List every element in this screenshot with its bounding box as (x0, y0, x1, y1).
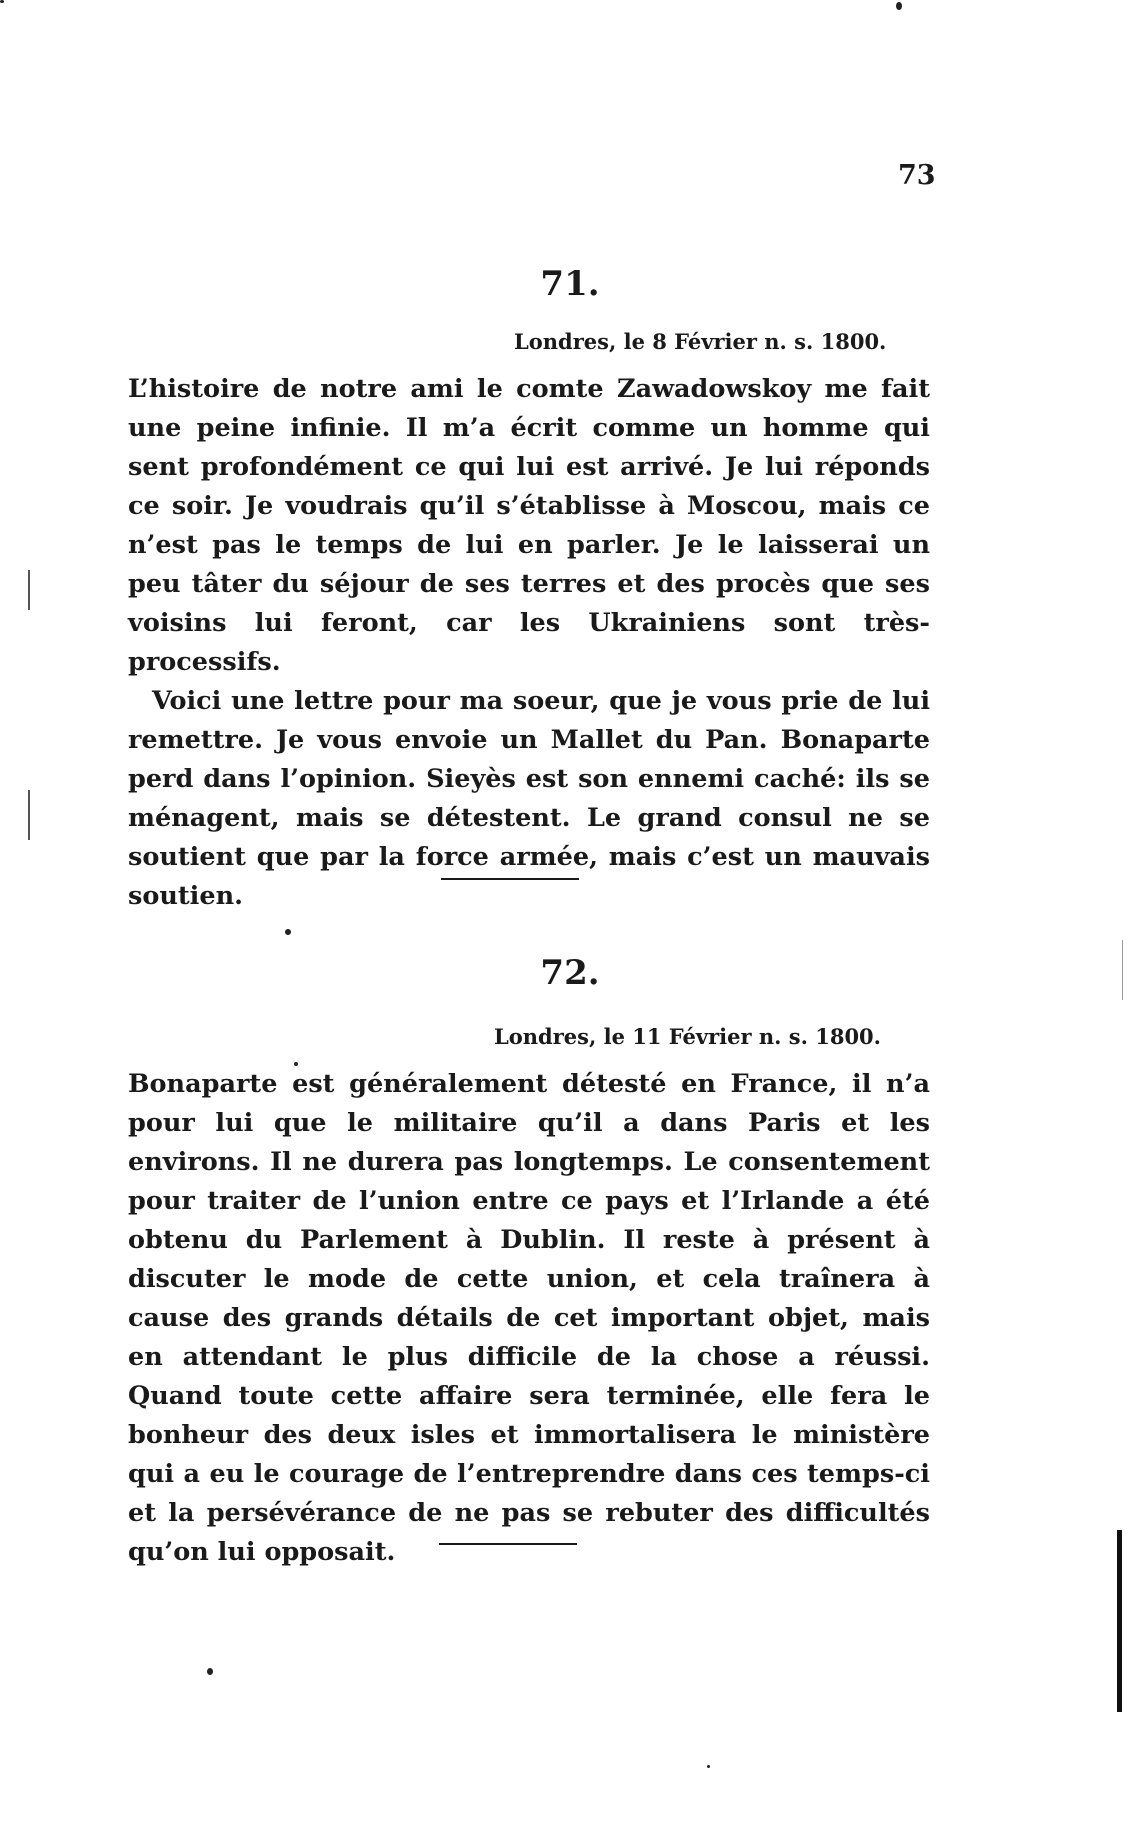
scan-speck (896, 2, 902, 10)
scan-speck (285, 929, 291, 935)
section-divider (439, 1543, 577, 1545)
scan-margin-line (28, 570, 30, 610)
letter-dateline: Londres, le 11 Février n. s. 1800. (494, 1024, 881, 1049)
scan-margin-line (28, 790, 30, 840)
letter-dateline: Londres, le 8 Février n. s. 1800. (514, 329, 887, 354)
letter-number: 72. (540, 953, 600, 993)
paragraph: Bonaparte est généralement détesté en France, il n’a pour lui que le militaire qu’il a dans Paris et les environs. Il ne durera pas longtemps. Le consentement pour traiter de l’union entre ce pays et l’Irlande a été obtenu du Parlement à Dublin. Il reste à présent à discuter le mode de cette union, et cela traînera à cause des grands détails de cet important objet, mais en attendant le plus difficile de la chose a réussi. Quand toute cette affaire sera terminée, elle fera le bonheur des deux isles et immortalisera le ministère qui a eu le courage de l’entreprendre dans ces temps-ci et la persévérance de ne pas se rebuter des difficultés qu’on lui opposait. (128, 1069, 930, 1567)
letter-number: 71. (540, 264, 600, 304)
scan-speck (207, 1668, 213, 1675)
section-divider (441, 878, 579, 880)
paragraph: L’histoire de notre ami le comte Zawadowskoy me fait une peine infinie. Il m’a écrit comme un homme qui sent profondément ce qui lui est arrivé. Je lui réponds ce soir. Je voudrais qu’il s’établisse à Moscou, mais ce n’est pas le temps de lui en parler. Je le laisserai un peu tâter du séjour de ses terres et des procès que ses voisins lui feront, car les Ukrainiens sont très-processifs. (128, 374, 930, 677)
page-number: 73 (898, 160, 936, 191)
scan-speck (707, 1765, 710, 1768)
scan-speck (0, 0, 4, 3)
paragraph: Voici une lettre pour ma soeur, que je vous prie de lui remettre. Je vous envoie un Mallet du Pan. Bonaparte perd dans l’opinion. Sieyès est son ennemi caché: ils se ménagent, mais se détestent. Le grand consul ne se soutient que par la force armée, mais c’est un mauvais soutien. (128, 686, 930, 911)
scan-edge-bar (1117, 1530, 1122, 1712)
letter-body (128, 370, 930, 916)
letter-body (128, 1065, 930, 1572)
